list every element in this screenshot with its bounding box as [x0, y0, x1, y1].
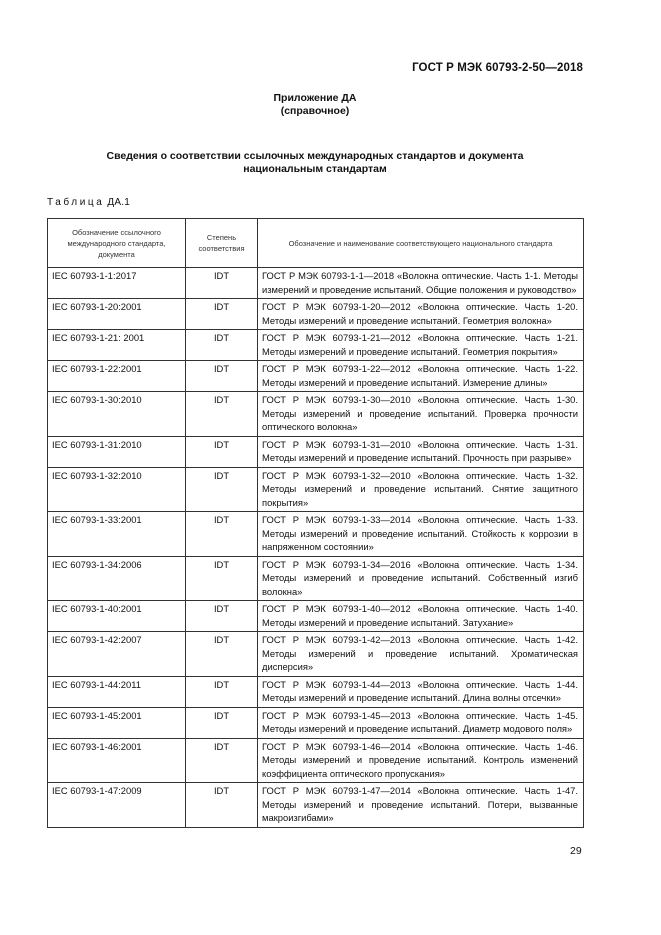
table-caption [47, 197, 130, 208]
international-standard-cell: IEC 60793-1-42:2007 [48, 632, 186, 677]
international-standard-cell: IEC 60793-1-33:2001 [48, 512, 186, 557]
table-row [48, 707, 584, 738]
table-row [48, 436, 584, 467]
appendix-subtitle: (справочное) [280, 105, 350, 117]
national-standard-cell: ГОСТ Р МЭК 60793-1-40—2012 «Волокна оптические. Часть 1-40. Методы измерений и проведение испытаний. Затухание» [258, 601, 584, 632]
international-standard-cell: IEC 60793-1-1:2017 [48, 268, 186, 299]
national-standard-cell: ГОСТ Р МЭК 60793-1-46—2014 «Волокна оптические. Часть 1-46. Методы измерений и проведение испытаний. Контроль изменений коэффициента оптического пропускания» [258, 738, 584, 783]
table-row [48, 676, 584, 707]
table-caption-number: ДА.1 [104, 197, 130, 208]
national-standard-cell: ГОСТ Р МЭК 60793-1-34—2016 «Волокна оптические. Часть 1-34. Методы измерений и проведение испытаний. Собственный изгиб волокна» [258, 556, 584, 601]
national-standard-cell: ГОСТ Р МЭК 60793-1-1—2018 «Волокна оптические. Часть 1-1. Методы измерений и проведение испытаний. Общие положения и руководство» [258, 268, 584, 299]
appendix-heading [0, 92, 630, 118]
page-number: 29 [570, 845, 582, 857]
column-header-international-standard: Обозначение ссылочного международного стандарта, документа [48, 219, 186, 268]
section-title-line-2: национальным стандартам [243, 163, 387, 175]
degree-cell: IDT [186, 392, 258, 437]
section-title [60, 150, 570, 176]
table-row [48, 268, 584, 299]
national-standard-cell: ГОСТ Р МЭК 60793-1-31—2010 «Волокна оптические. Часть 1-31. Методы измерений и проведение испытаний. Прочность при разрыве» [258, 436, 584, 467]
table-row [48, 738, 584, 783]
national-standard-cell: ГОСТ Р МЭК 60793-1-45—2013 «Волокна оптические. Часть 1-45. Методы измерений и проведение испытаний. Диаметр модового поля» [258, 707, 584, 738]
international-standard-cell: IEC 60793-1-45:2001 [48, 707, 186, 738]
standards-correspondence-table [47, 218, 584, 828]
international-standard-cell: IEC 60793-1-31:2010 [48, 436, 186, 467]
national-standard-cell: ГОСТ Р МЭК 60793-1-42—2013 «Волокна оптические. Часть 1-42. Методы измерений и проведение испытаний. Хроматическая дисперсия» [258, 632, 584, 677]
national-standard-cell: ГОСТ Р МЭК 60793-1-21—2012 «Волокна оптические. Часть 1-21. Методы измерений и проведение испытаний. Геометрия покрытия» [258, 330, 584, 361]
national-standard-cell: ГОСТ Р МЭК 60793-1-20—2012 «Волокна оптические. Часть 1-20. Методы измерений и проведение испытаний. Геометрия волокна» [258, 299, 584, 330]
degree-cell: IDT [186, 738, 258, 783]
national-standard-cell: ГОСТ Р МЭК 60793-1-47—2014 «Волокна оптические. Часть 1-47. Методы измерений и проведение испытаний. Потери, вызванные макроизгибами» [258, 783, 584, 828]
international-standard-cell: IEC 60793-1-46:2001 [48, 738, 186, 783]
degree-cell: IDT [186, 556, 258, 601]
table-caption-prefix: Таблица [47, 197, 105, 208]
degree-cell: IDT [186, 676, 258, 707]
column-header-national-standard: Обозначение и наименование соответствующего национального стандарта [258, 219, 584, 268]
column-header-degree: Степень соответствия [186, 219, 258, 268]
national-standard-cell: ГОСТ Р МЭК 60793-1-32—2010 «Волокна оптические. Часть 1-32. Методы измерений и проведение испытаний. Снятие защитного покрытия» [258, 467, 584, 512]
international-standard-cell: IEC 60793-1-40:2001 [48, 601, 186, 632]
international-standard-cell: IEC 60793-1-21: 2001 [48, 330, 186, 361]
degree-cell: IDT [186, 268, 258, 299]
document-code: ГОСТ Р МЭК 60793-2-50—2018 [412, 62, 583, 74]
degree-cell: IDT [186, 330, 258, 361]
degree-cell: IDT [186, 436, 258, 467]
degree-cell: IDT [186, 299, 258, 330]
national-standard-cell: ГОСТ Р МЭК 60793-1-30—2010 «Волокна оптические. Часть 1-30. Методы измерений и проведение испытаний. Проверка прочности оптического волокна» [258, 392, 584, 437]
table-row [48, 512, 584, 557]
degree-cell: IDT [186, 601, 258, 632]
international-standard-cell: IEC 60793-1-32:2010 [48, 467, 186, 512]
degree-cell: IDT [186, 783, 258, 828]
international-standard-cell: IEC 60793-1-44:2011 [48, 676, 186, 707]
table-body [48, 268, 584, 828]
table-row [48, 467, 584, 512]
table-row [48, 361, 584, 392]
table-row [48, 783, 584, 828]
table-row [48, 632, 584, 677]
appendix-title: Приложение ДА [273, 92, 357, 104]
table-row [48, 601, 584, 632]
table-row [48, 556, 584, 601]
degree-cell: IDT [186, 707, 258, 738]
international-standard-cell: IEC 60793-1-34:2006 [48, 556, 186, 601]
degree-cell: IDT [186, 632, 258, 677]
degree-cell: IDT [186, 361, 258, 392]
section-title-line-1: Сведения о соответствии ссылочных международных стандартов и документа [106, 150, 524, 162]
table-row [48, 392, 584, 437]
degree-cell: IDT [186, 467, 258, 512]
table-row [48, 330, 584, 361]
national-standard-cell: ГОСТ Р МЭК 60793-1-44—2013 «Волокна оптические. Часть 1-44. Методы измерений и проведение испытаний. Длина волны отсечки» [258, 676, 584, 707]
international-standard-cell: IEC 60793-1-22:2001 [48, 361, 186, 392]
degree-cell: IDT [186, 512, 258, 557]
international-standard-cell: IEC 60793-1-47:2009 [48, 783, 186, 828]
table-header-row [48, 219, 584, 268]
table-row [48, 299, 584, 330]
national-standard-cell: ГОСТ Р МЭК 60793-1-33—2014 «Волокна оптические. Часть 1-33. Методы измерений и проведение испытаний. Стойкость к коррозии в напряженном состоянии» [258, 512, 584, 557]
international-standard-cell: IEC 60793-1-20:2001 [48, 299, 186, 330]
international-standard-cell: IEC 60793-1-30:2010 [48, 392, 186, 437]
national-standard-cell: ГОСТ Р МЭК 60793-1-22—2012 «Волокна оптические. Часть 1-22. Методы измерений и проведение испытаний. Измерение длины» [258, 361, 584, 392]
